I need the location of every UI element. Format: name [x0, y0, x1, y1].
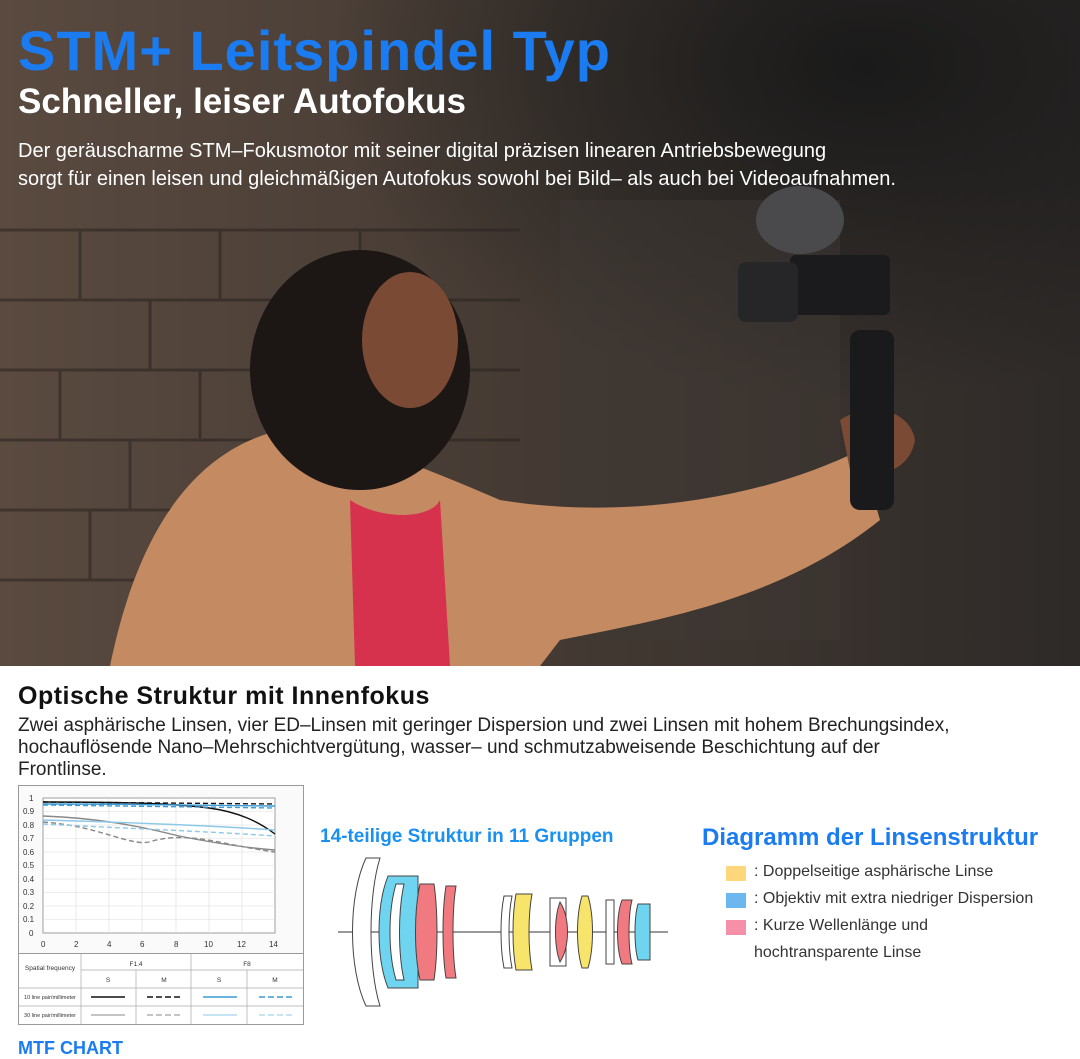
mtf-table-sub: S — [105, 977, 111, 984]
mtf-table-sub: M — [272, 977, 278, 984]
mtf-y-tick: 0.9 — [23, 807, 35, 816]
diagram-title: Diagramm der Linsenstruktur — [702, 824, 1039, 851]
legend-label-continued: hochtransparente Linse — [754, 944, 922, 961]
mtf-x-tick: 12 — [237, 940, 246, 949]
legend-label: : Objektiv mit extra niedriger Dispersion — [754, 890, 1034, 907]
mtf-x-tick: 14 — [269, 940, 278, 949]
mtf-y-tick: 0.2 — [23, 902, 35, 911]
section-description-line: hochauflösende Nano–Mehrschichtvergütung, wasser– und schmutzabweisende Beschichtung auf der — [18, 737, 880, 758]
mtf-x-tick: 0 — [41, 940, 46, 949]
legend-item — [726, 914, 1076, 941]
lens-structure-graphic — [338, 856, 668, 1012]
mtf-table-sub: M — [161, 977, 167, 984]
mtf-table-group: F8 — [243, 961, 251, 968]
mtf-x-tick: 4 — [107, 940, 112, 949]
mtf-y-tick: 0.6 — [23, 848, 35, 857]
mtf-legend-table-graphic — [19, 954, 303, 1024]
mtf-chart-graphic — [19, 786, 303, 954]
legend-swatch — [726, 893, 746, 908]
legend-item — [726, 887, 1076, 914]
mtf-y-tick: 0.8 — [23, 821, 35, 830]
mtf-chart-label: MTF CHART — [18, 1038, 123, 1058]
mtf-table-header: Spatial frequency — [24, 965, 76, 972]
hero-subtitle: Schneller, leiser Autofokus — [18, 82, 467, 121]
mtf-y-tick: 0.7 — [23, 834, 35, 843]
hero-description-line: sorgt für einen leisen und gleichmäßigen Autofokus sowohl bei Bild– als auch bei Videoaufnahmen. — [18, 168, 896, 190]
mtf-table-row-label: 10 line pair/millimeter — [24, 995, 76, 1001]
section-description — [18, 715, 1068, 781]
mtf-y-tick: 0.5 — [23, 861, 35, 870]
hero-title: STM+ Leitspindel Typ — [18, 19, 612, 82]
mtf-y-tick: 0 — [29, 929, 34, 938]
section-description-line: Frontlinse. — [18, 759, 107, 780]
mtf-chart — [18, 785, 304, 955]
mtf-y-tick: 1 — [29, 794, 34, 803]
legend-item — [726, 860, 1076, 887]
mtf-table-sub: S — [216, 977, 222, 984]
section-title: Optische Struktur mit Innenfokus — [18, 682, 430, 710]
mtf-y-tick: 0.3 — [23, 888, 35, 897]
legend-swatch — [726, 920, 746, 935]
mtf-x-tick: 2 — [74, 940, 79, 949]
lens-structure-diagram — [338, 856, 668, 1012]
lens-legend — [726, 860, 1076, 941]
mtf-x-tick: 6 — [140, 940, 145, 949]
legend-swatch — [726, 866, 746, 881]
mtf-y-tick: 0.1 — [23, 915, 35, 924]
mtf-table-row-label: 30 line pair/millimeter — [24, 1013, 76, 1019]
mtf-x-tick: 8 — [174, 940, 179, 949]
section-description-line: Zwei asphärische Linsen, vier ED–Linsen mit geringer Dispersion und zwei Linsen mit hohem Brechungsindex, — [18, 715, 950, 736]
mtf-legend-table — [18, 953, 304, 1025]
structure-title: 14-teilige Struktur in 11 Gruppen — [320, 826, 614, 847]
hero-description-line: Der geräuscharme STM–Fokusmotor mit seiner digital präzisen linearen Antriebsbewegung — [18, 140, 827, 162]
mtf-x-tick: 10 — [204, 940, 213, 949]
legend-label: : Kurze Wellenlänge und — [754, 917, 929, 934]
mtf-table-group: F1.4 — [129, 961, 143, 968]
mtf-y-tick: 0.4 — [23, 875, 35, 884]
legend-label: : Doppelseitige asphärische Linse — [754, 863, 994, 880]
hero-description — [18, 137, 1068, 193]
